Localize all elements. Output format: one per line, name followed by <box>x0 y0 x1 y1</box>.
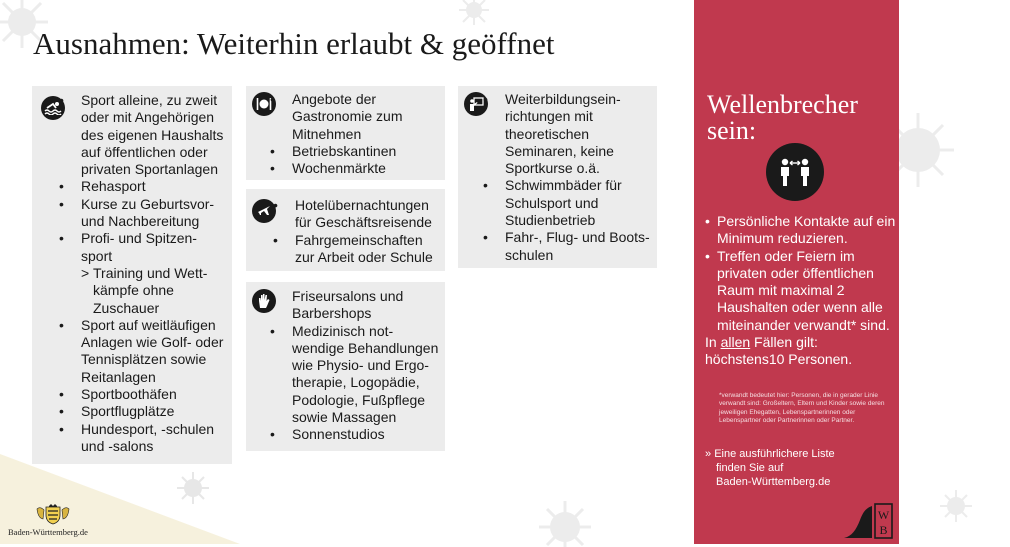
virus-decoration-icon <box>938 488 974 524</box>
more-line: Eine ausführlichere Liste <box>714 448 835 460</box>
panel-heading <box>707 92 858 144</box>
list-item: • Wochenmärkte <box>281 160 443 177</box>
list-item: • Hotelübernachtungen für Geschäftsreisende <box>284 197 444 232</box>
sport-box <box>32 86 232 464</box>
list-item: • Rehasport <box>70 178 230 195</box>
more-line: Baden-Württemberg.de <box>716 476 831 488</box>
gastronomy-box <box>246 86 445 180</box>
virus-decoration-icon <box>457 0 491 26</box>
services-box <box>246 282 445 451</box>
in-all-cases-line: In allen Fällen gilt: <box>705 334 818 351</box>
list-subitem: > Training und Wett- kämpfe ohne Zuschauer <box>70 265 230 317</box>
wellenbrecher-panel <box>694 0 899 544</box>
panel-list <box>705 213 900 369</box>
list-item: • Kurse zu Geburtsvor- und Nachbereitung <box>70 196 230 231</box>
list-item: • Weiterbildungsein- richtungen mit theoretischen Seminaren, keine Sportkurse o.ä. <box>494 91 655 177</box>
panel-heading-line: Wellenbrecher <box>707 90 858 119</box>
list-item: • Angebote der Gastronomie zum Mitnehmen <box>281 91 443 143</box>
virus-decoration-icon <box>898 105 958 195</box>
education-list <box>494 91 655 264</box>
list-item: • Sport auf weitläufigen Anlagen wie Golf- oder Tennisplätzen sowie Reitanlagen <box>70 317 230 386</box>
travel-list <box>284 197 444 266</box>
sport-list <box>70 92 230 455</box>
services-list <box>281 288 443 444</box>
list-item: • Treffen oder Feiern im privaten oder öffentlichen Raum mit maximal 2 Haushalten oder wenn alle miteinander verwandt* sind. In allen Fällen gilt: höchstens10 Personen. <box>705 248 900 369</box>
logo-text: Baden-Württemberg.de <box>8 527 88 537</box>
more-info-link[interactable] <box>705 447 885 489</box>
distance-people-icon <box>766 143 824 201</box>
virus-decoration-icon <box>175 470 211 506</box>
gastronomy-list <box>281 91 443 177</box>
travel-box <box>246 189 445 271</box>
wb-letter: B <box>879 523 888 537</box>
list-item: • Profi- und Spitzen- sport <box>70 230 230 265</box>
list-item: • Hundesport, -schulen und -salons <box>70 421 230 456</box>
limit-line: höchstens10 Personen. <box>705 351 853 368</box>
more-prefix: » <box>705 448 712 460</box>
virus-decoration-icon <box>535 497 595 547</box>
list-item: • Sport alleine, zu zweit oder mit Angehörigen des eigenen Haushalts auf öffentlichen oder privaten Sportanlagen <box>70 92 230 178</box>
list-item: • Betriebskantinen <box>281 143 443 160</box>
list-item: • Sonnenstudios <box>281 426 443 443</box>
list-item: • Sportflugplätze <box>70 403 230 420</box>
list-item: • Persönliche Kontakte auf ein Minimum reduzieren. <box>705 213 900 248</box>
list-item: • Sportboothäfen <box>70 386 230 403</box>
footnote: *verwandt bedeutet hier: Personen, die in gerader Linie verwandt sind: Großeltern, Eltern und Kinder sowie deren jeweiligen Ehegatten, Lebenspartnerinnen oder Lebenspartner oder Partnerinnen oder Partner. <box>719 392 885 424</box>
list-item: • Fahrgemeinschaften zur Arbeit oder Schule <box>284 232 444 267</box>
more-line: finden Sie auf <box>716 462 784 474</box>
list-item: • Medizinisch not- wendige Behandlungen wie Physio- und Ergo- therapie, Logopädie, Podologie, Fußpflege sowie Massagen <box>281 323 443 427</box>
education-box <box>458 86 657 268</box>
list-item: • Schwimmbäder für Schulsport und Studienbetrieb <box>494 177 655 229</box>
wb-logo <box>842 502 894 540</box>
wb-letter: W <box>877 508 890 522</box>
list-item: • Friseursalons und Barbershops <box>281 288 443 323</box>
list-item: • Fahr-, Flug- und Boots- schulen <box>494 229 655 264</box>
panel-heading-line: sein: <box>707 116 757 145</box>
coat-of-arms-icon <box>34 503 72 525</box>
page-title: Ausnahmen: Weiterhin erlaubt & geöffnet <box>33 26 555 61</box>
